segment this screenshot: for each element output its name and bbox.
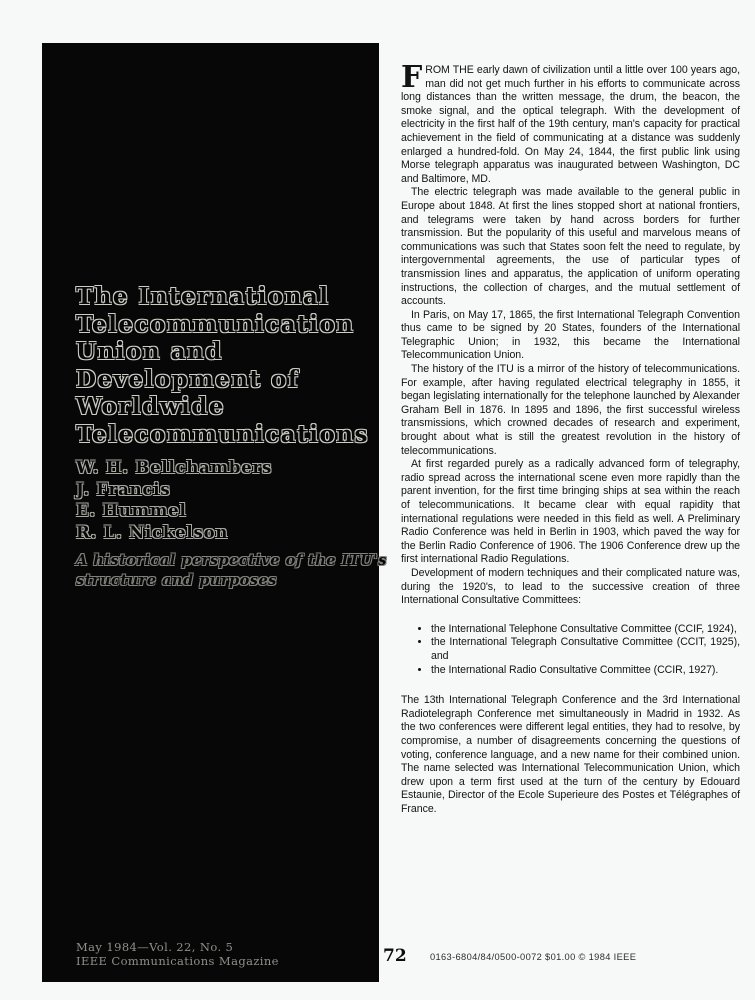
title-line: Telecommunication [76, 310, 355, 338]
paragraph [401, 60, 740, 186]
paragraph: Development of modern techniques and their complicated nature was, during the 1920's, to lead to the successive creation of three International Consultative Committees: [401, 566, 740, 607]
title-line: Worldwide [76, 393, 225, 420]
bullet-item: • the International Radio Consultative Committee (CCIR, 1927). [431, 664, 740, 678]
journal-issue-footer [76, 941, 279, 968]
author-name: R. L. Nickelson [76, 522, 229, 542]
drop-cap: F [401, 60, 423, 95]
article-body-column [401, 60, 740, 816]
author-list [76, 457, 356, 543]
subtitle-line: structure and purposes [76, 571, 277, 589]
title-line: Telecommunications [76, 420, 369, 448]
copyright-notice: 0163-6804/84/0500-0072 $01.00 © 1984 IEEE [430, 952, 637, 962]
article-title [76, 283, 369, 448]
author-name: E. Hummel [76, 501, 187, 520]
bullet-item: • the International Telegraph Consultative Committee (CCIT, 1925), and [431, 636, 740, 663]
paragraph: In Paris, on May 17, 1865, the first International Telegraph Convention thus came to be signed by 20 States, founders of the International Telegraphic Union; in 1932, this became the International Telecommunication Union. [401, 308, 740, 362]
paragraph-text: ROM THE early dawn of civilization until a little over 100 years ago, man did not get much further in his efforts to communicate across long distances than the written message, the drum, the beacon, the smoke signal, and the optical telegraph. With the development of electricity in the first half of the 19th century, man's capacity for practical achievement in the field of communicating at a distance was suddenly enlarged a hundred-fold. On May 24, 1844, the first public link using Morse telegraph apparatus was inaugurated between Washington, DC and Baltimore, MD. [401, 64, 740, 185]
title-line: Union and [76, 338, 223, 365]
paragraph: The electric telegraph was made available to the general public in Europe about 1848. At first the lines stopped short at national frontiers, and telegrams were taken by hand across borders for further transmission. But the popularity of this useful and marvelous means of communications was such that States soon felt the need to regulate, by intergovernmental agreements, the use of particular types of transmission lines and apparatus, the application of uniform operating instructions, the collection of charges, and the mutual settlement of accounts. [401, 186, 740, 308]
consultative-committee-list [401, 623, 740, 677]
paragraph: The history of the ITU is a mirror of the history of telecommunications. For example, after having regulated electrical telegraphy in 1855, it began legislating internationally for the telephone launched by Alexander Graham Bell in 1876. In 1895 and 1896, the first successful wireless transmissions, which crowned decades of research and experiment, brought about what is still the greatest revolution in the history of telecommunications. [401, 363, 740, 457]
paragraph: At first regarded purely as a radically advanced form of telegraphy, radio spread across the international scene even more rapidly than the parent invention, for the first time bringing ships at sea within the reach of telecommunications. It became clear with equal rapidity that international regulations were needed in this field as well. A Preliminary Radio Conference was held in Berlin in 1903, which paved the way for the Berlin Radio Conference of 1906. The 1906 Conference drew up the first international Radio Regulations. [401, 458, 740, 566]
bullet-item: • the International Telephone Consultative Committee (CCIF, 1924), [431, 623, 740, 637]
feature-title-panel [42, 43, 387, 982]
title-line: The International [76, 283, 330, 310]
journal-name: IEEE Communications Magazine [76, 953, 279, 968]
page-number: 72 [383, 946, 407, 966]
article-subtitle [76, 551, 387, 590]
title-line: Development of [76, 365, 300, 393]
issue-date-volume: May 1984—Vol. 22, No. 5 [76, 940, 234, 954]
author-name: J. Francis [76, 479, 171, 499]
subtitle-line: A historical perspective of the ITU's [76, 552, 387, 569]
paragraph: The 13th International Telegraph Conference and the 3rd International Radiotelegraph Conference met simultaneously in Madrid in 1932. As the two conferences were different legal entities, they had to resolve, by compromise, a number of disagreements concerning the questions of voting, conference language, and a new name for their combined union. The name selected was International Telecommunication Union, which drew upon a term first used at the turn of the century by Edouard Estaunie, Director of the Ecole Superieure des Postes et Télégraphes of France. [401, 694, 740, 815]
author-name: W. H. Bellchambers [76, 458, 273, 477]
